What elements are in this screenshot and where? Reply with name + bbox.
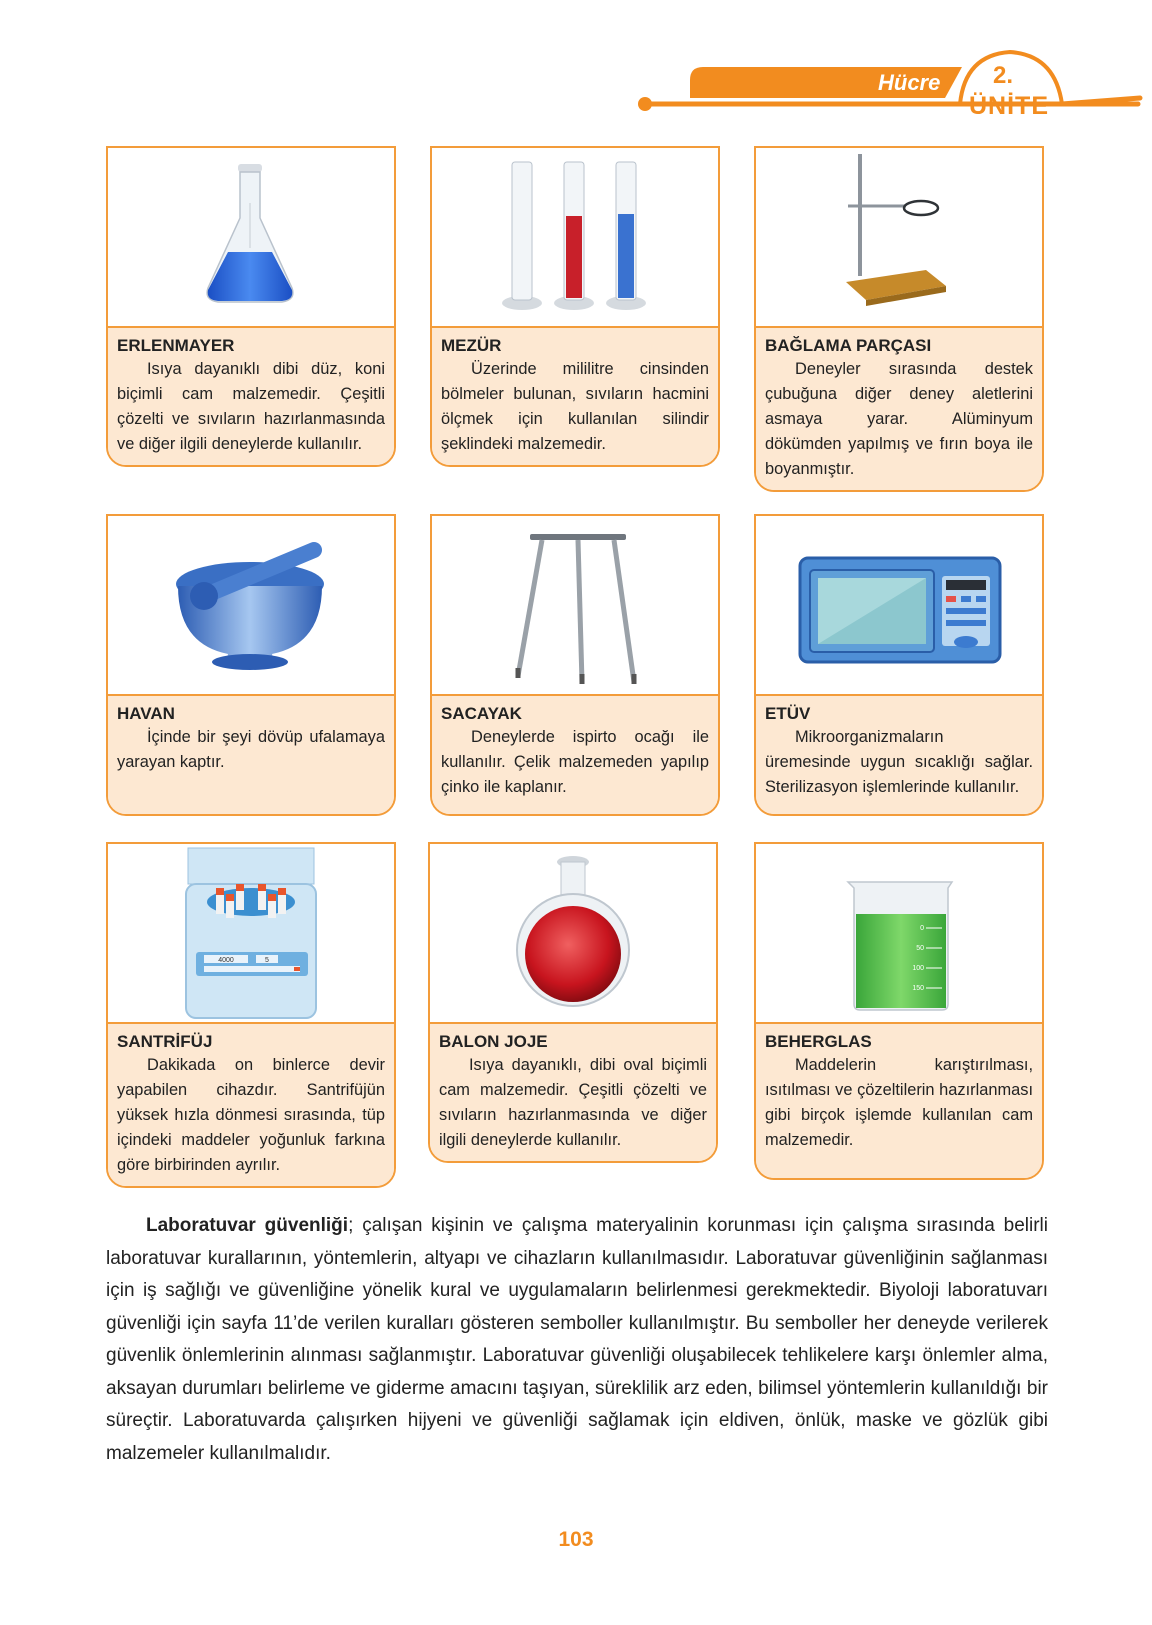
card-description: Üzerinde mililitre cinsinden bölmeler bulunan, sıvıların hacmini ölçmek için kullanılan silindir şeklindeki malzemedir. [441, 360, 709, 453]
card-balon-joje [428, 842, 718, 1163]
card-baglama-parcasi [754, 146, 1044, 492]
sacayak-image [432, 516, 718, 696]
beaker-mark-150: 150 [912, 985, 924, 992]
card-title: MEZÜR [441, 336, 502, 355]
card-title: BALON JOJE [439, 1032, 548, 1051]
beaker-mark-50: 50 [916, 945, 924, 952]
card-etuv [754, 514, 1044, 816]
santrifuj-image [108, 844, 394, 1024]
card-mezur [430, 146, 720, 467]
centrifuge-time: 5 [265, 957, 269, 964]
card-title: BAĞLAMA PARÇASI [765, 336, 932, 355]
havan-image [108, 516, 394, 696]
card-description: Deneyler sırasında destek çubuğuna diğer deney aletlerini asmaya yarar. Alüminyum dökümden yapılmış ve fırın boya ile boyanmıştır. [765, 360, 1033, 478]
unit-label: ÜNİTE [969, 92, 1049, 120]
unit-title: Hücre [878, 70, 941, 95]
etuv-image [756, 516, 1042, 696]
lab-safety-paragraph [106, 1210, 1048, 1470]
card-description: Dakikada on binlerce devir yapabilen cihazdır. Santrifüjün yüksek hızla dönmesi sırasında, tüp içindeki maddeler yoğunluk farkına göre birbirinden ayrılır. [117, 1056, 385, 1174]
erlenmayer-image [108, 148, 394, 328]
card-title: HAVAN [117, 704, 175, 723]
card-description: Deneylerde ispirto ocağı ile kullanılır. Çelik malzemeden yapılıp çinko ile kaplanır. [441, 728, 709, 796]
page-number: 103 [558, 1528, 594, 1551]
card-beherglas [754, 842, 1044, 1180]
card-description: İçinde bir şeyi dövüp ufalamaya yarayan kaptır. [117, 728, 385, 771]
card-title: ERLENMAYER [117, 336, 235, 355]
card-title: ETÜV [765, 704, 811, 723]
card-havan [106, 514, 396, 816]
beaker-mark-100: 100 [912, 965, 924, 972]
card-erlenmayer [106, 146, 396, 467]
balon-joje-image [430, 844, 716, 1024]
card-description: Isıya dayanıklı dibi düz, koni biçimli cam malzemedir. Çeşitli çözelti ve sıvıların hazırlanmasında ve diğer ilgili deneylerde kullanılır. [117, 360, 385, 453]
card-title: SANTRİFÜJ [117, 1032, 213, 1051]
card-description: Maddelerin karıştırılması, ısıtılması ve çözeltilerin hazırlanması gibi birçok işlemde kullanılan cam malzemedir. [765, 1056, 1033, 1149]
card-description: Isıya dayanıklı, dibi oval biçimli cam malzemedir. Çeşitli çözelti ve sıvıların hazırlanmasında ve diğer ilgili deneylerde kullanılır. [439, 1056, 707, 1149]
card-sacayak [430, 514, 720, 816]
card-description: Mikroorganizmaların üremesinde uygun sıcaklığı sağlar. Sterilizasyon işlemlerinde kullanılır. [765, 728, 1033, 796]
baglama-parcasi-image [756, 148, 1042, 328]
beaker-mark-0: 0 [920, 925, 924, 932]
mezur-image [432, 148, 718, 328]
unit-number: 2. [993, 62, 1014, 89]
lab-safety-text: ; çalışan kişinin ve çalışma materyalinin korunması için çalışma sırasında belirli laboratuvar kurallarının, yöntemlerin, altyapı ve cihazların kullanılmasıdır. Laboratuvar güvenliğinin sağlanması için iş sağlığı ve güvenliğine yönelik kural ve uygulamaların belirlenmesi gerekmektedir. Biyoloji laboratuvarı güvenliği için sayfa 11’de verilen kuralları gösteren semboller kullanılmıştır. Bu semboller her deneyde verilerek güvenlik önlemlerinin alınması sağlanmıştır. Laboratuvar güvenliği oluşabilecek tehlikelere karşı önlemler alma, aksayan durumları belirleme ve giderme amacını taşıyan, süreklilik arz eden, bilimsel yöntemlerin kullanıldığı bir süreçtir. Laboratuvarda çalışırken hijyeni ve güvenliği sağlamak için eldiven, önlük, maske ve gözlük gibi malzemeler kullanılmalıdır. [106, 1215, 1048, 1464]
card-santrifuj [106, 842, 396, 1188]
beherglas-image [756, 844, 1042, 1024]
centrifuge-speed: 4000 [218, 957, 234, 964]
card-title: SACAYAK [441, 704, 522, 723]
card-title: BEHERGLAS [765, 1032, 872, 1051]
lab-safety-term: Laboratuvar güvenliği [146, 1215, 349, 1236]
unit-header [0, 0, 1152, 140]
